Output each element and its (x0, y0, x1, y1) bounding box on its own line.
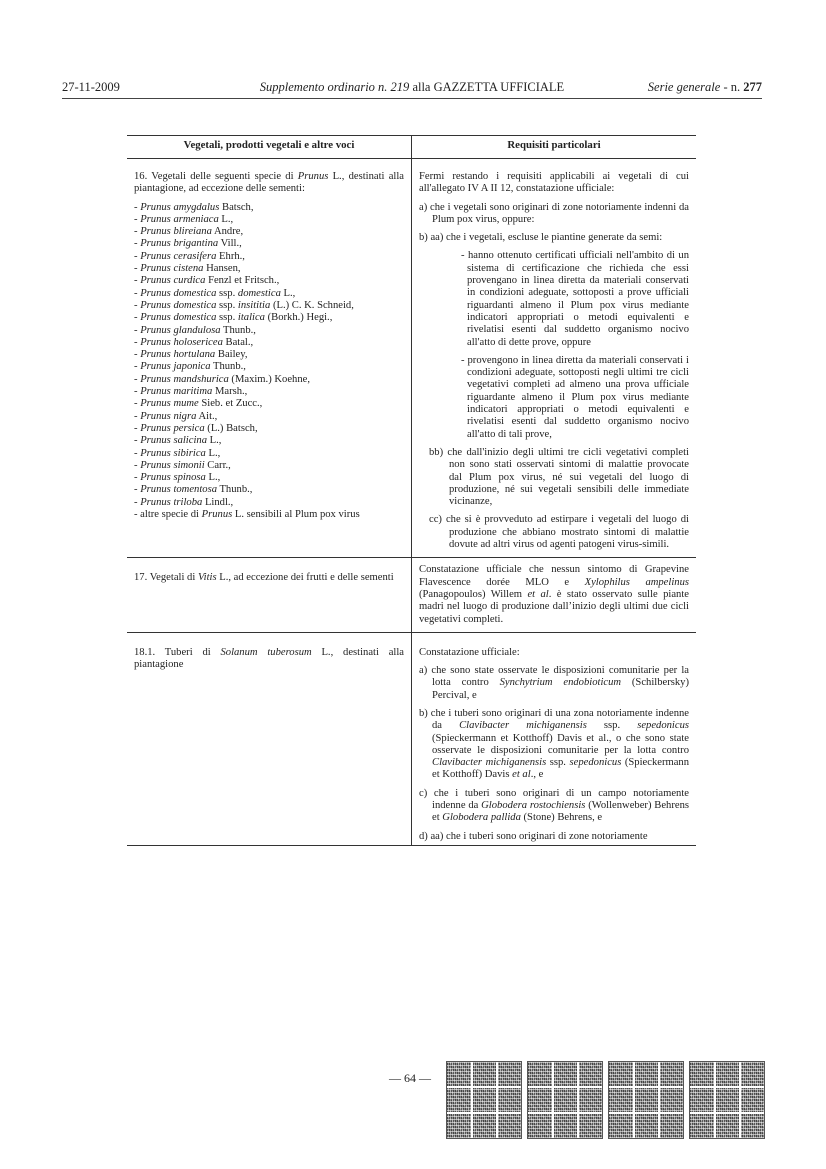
species-authority: (Maxim.) Koehne, (228, 373, 310, 385)
page-number: — 64 — (389, 1071, 431, 1085)
species-authority: Batal., (222, 336, 254, 348)
et-al: et al (527, 588, 549, 600)
species-authority: L., (218, 213, 234, 225)
genus: Prunus (201, 509, 233, 521)
row16-right (412, 159, 697, 558)
species-name: Prunus spinosa (140, 472, 206, 484)
species-item: - Prunus domestica ssp. domestica L., (134, 287, 296, 299)
species-item: - Prunus amygdalus Batsch, (134, 201, 254, 213)
species-name: Prunus cerasifera (140, 250, 217, 262)
species-name: Prunus triloba (140, 496, 203, 508)
row18-left (127, 632, 412, 845)
species-name: italica (237, 312, 265, 324)
requirements-table (127, 135, 696, 846)
datamatrix-code (446, 1061, 522, 1139)
datamatrix-code (608, 1061, 684, 1139)
species-authority: Hansen, (203, 263, 241, 275)
species-name: Prunus domestica (140, 287, 217, 299)
text: (Spieckermann et Kotthoff) Davis (432, 757, 690, 781)
species-item: - Prunus curdica Fenzl et Fritsch., (134, 275, 280, 287)
row16-item-cc: cc) che si è provveduto ad estirpare i vegetali del luogo di produzione che abbiano mostrato sintomi di malattie dovute ad altri virus od agenti patogeni virus-simili. (429, 514, 689, 551)
text: c) che i tuberi sono originari di un campo notoriamente indenne da (419, 787, 689, 812)
row17-desc (134, 572, 404, 584)
species-name: Prunus hortulana (140, 349, 216, 361)
species: Solanum tuberosum (220, 646, 312, 658)
species-item: - Prunus cistena Hansen, (134, 263, 241, 275)
species-authority: Ehrh., (216, 250, 245, 262)
species-item: - Prunus japonica Thunb., (134, 361, 246, 373)
header-rule (62, 98, 762, 99)
species-authority: Batsch, (219, 201, 254, 213)
genus: Prunus (297, 171, 329, 182)
text: (Spieckermann et Kotthoff) Davis et al., o che sono state osservate le disposizioni comunitarie per la lotta contro (432, 732, 689, 756)
species-authority: Andre, (211, 226, 244, 238)
species-item: - Prunus domestica ssp. italica (Borkh.) Hegi., (134, 312, 333, 324)
row18-item-b (419, 708, 689, 782)
species-last (134, 509, 404, 521)
species-item: - Prunus armeniaca L., (134, 213, 234, 225)
species-authority: Ait., (196, 410, 218, 422)
species-authority: L., (205, 472, 221, 484)
species-item: - Prunus simonii Carr., (134, 459, 231, 471)
row16-item-a: a) che i vegetali sono originari di zone notoriamente indenni da Plum pox virus, oppure: (419, 201, 689, 225)
species-authority: Thunb., (220, 324, 256, 336)
species-item: - Prunus mandshurica (Maxim.) Koehne, (134, 373, 310, 385)
species-item: - Prunus tomentosa Thunb., (134, 484, 253, 496)
text: . è stato osservato sulle piante madri nel luogo di produzione dall’inizio degli ultimi due cicli vegetativi completi. (419, 588, 689, 625)
species-name: insititia (237, 299, 271, 311)
row18-right (412, 632, 697, 845)
row17-right (412, 558, 697, 632)
species-name: Prunus tomentosa (140, 484, 217, 496)
species-name: Prunus armeniaca (140, 213, 219, 225)
row16-b-dash2: - provengono in linea diretta da materiali conservati i condizioni adeguate, sottoposti negli ultimi tre cicli vegetativi completi ad almeno una prova ufficiale riguardante almeno il Plum pox virus mediante indicatori appropriati o metodi equivalenti e rivelatisi esenti dal suddetto organismo nocivo all'atto di tali prove, (461, 354, 689, 440)
text: L. sensibili al Plum pox virus (232, 509, 360, 521)
species-item: - Prunus holosericea Batal., (134, 336, 254, 348)
species-authority: Marsh., (212, 386, 248, 398)
col-header-requisiti: Requisiti particolari (412, 136, 697, 159)
header-date: 27-11-2009 (62, 80, 120, 94)
table-row (127, 558, 696, 632)
species-name: Prunus maritima (140, 386, 213, 398)
species-item: - Prunus persica (L.) Batsch, (134, 422, 258, 434)
species: sepedonicus (637, 720, 689, 732)
species: Globodera pallida (442, 812, 521, 824)
species: Xylophilus ampelinus (584, 576, 689, 588)
species-name: Prunus brigantina (140, 238, 219, 250)
text: (Schilbersky) Percival, e (432, 677, 689, 701)
species-authority: L., (207, 435, 222, 447)
species-authority: ssp. (216, 287, 238, 299)
species-name: Prunus simonii (140, 459, 205, 471)
species-item: - Prunus cerasifera Ehrh., (134, 250, 245, 262)
text: 16. Vegetali delle seguenti specie di (134, 171, 298, 182)
species-authority: Bailey, (215, 349, 248, 361)
species: Clavibacter michiganensis (432, 757, 547, 769)
species-authority: Lindl., (202, 496, 234, 508)
species-name: Prunus blireiana (140, 226, 212, 238)
col-header-vegetali: Vegetali, prodotti vegetali e altre voci (127, 136, 412, 159)
text: ssp. (586, 720, 638, 732)
row16-right-intro: Fermi restando i requisiti applicabili ai vegetali di cui all'allegato IV A II 12, constatazione ufficiale: (419, 171, 689, 195)
species-name: Prunus mandshurica (140, 373, 229, 385)
datamatrix-code (689, 1061, 765, 1139)
species-name: Prunus domestica (140, 312, 217, 324)
header-series (648, 80, 762, 95)
text: a) che sono state osservate le disposizioni comunitarie per la lotta contro (419, 665, 689, 689)
text: ssp. (546, 757, 570, 769)
species-authority: (Borkh.) Hegi., (264, 312, 333, 324)
species-name: Prunus curdica (140, 275, 206, 287)
row16-item-b: b) aa) che i vegetali, escluse le piantine generate da semi: (419, 232, 663, 244)
species-authority: Carr., (204, 459, 231, 471)
table-header-row (127, 136, 696, 159)
text: L., destinati alla piantagione, ad eccezione delle sementi: (134, 171, 405, 195)
table-row (127, 632, 696, 845)
row16-left (127, 159, 412, 558)
row18-item-c (419, 788, 689, 825)
species: Globodera rostochiensis (481, 800, 586, 812)
species-item: - Prunus hortulana Bailey, (134, 349, 248, 361)
row16-item-bb: bb) che dall'inizio degli ultimi tre cicli vegetativi completi non sono stati osservati sintomi di malattie provocate dal Plum pox virus, né sui vegetali del luogo di produzione, né sui vegetali sensibili delle immediate vicinanze, (429, 446, 689, 508)
species-authority: L., (205, 447, 221, 459)
row17-requirement (419, 564, 689, 625)
row18-item-d: d) aa) che i tuberi sono originari di zone notoriamente (419, 830, 648, 842)
species-name: Prunus japonica (140, 361, 211, 373)
species-name: Prunus holosericea (140, 336, 223, 348)
species-item: - Prunus sibirica L., (134, 447, 221, 459)
species-authority: (L.) C. K. Schneid, (270, 299, 354, 311)
row18-intro: Constatazione ufficiale: (419, 646, 520, 658)
species-name: Prunus sibirica (140, 447, 206, 459)
text: 17. Vegetali di (134, 572, 198, 584)
text: ., e (530, 769, 544, 781)
table-row (127, 159, 696, 558)
species-item: - Prunus blireiana Andre, (134, 226, 244, 238)
text: - altre specie di (134, 509, 202, 521)
species-name: Prunus mume (140, 398, 199, 410)
header-series-sep: - n. (720, 80, 744, 94)
species-name: Prunus nigra (140, 410, 197, 422)
text: (Panagopoulos) Willem (419, 588, 528, 600)
header-issue-number: 277 (743, 80, 762, 94)
species-item: - Prunus triloba Lindl., (134, 496, 234, 508)
datamatrix-code (527, 1061, 603, 1139)
row18-item-a (419, 665, 689, 702)
species-authority: Sieb. et Zucc., (198, 398, 263, 410)
row16-b-dash1: - hanno ottenuto certificati ufficiali nell'ambito di un sistema di certificazione che richieda che essi provengano in linea diretta da materiali conservati in condizioni adeguate, sottoposti a prove ufficiali riguardanti almeno il Plum pox virus mediante indicatori appropriati o metodi equivalenti e rivelatisi esenti dal suddetto organismo nocivo all'atto di dette prove, oppure (461, 250, 689, 348)
text: Constatazione ufficiale che nessun sintomo di Grapevine Flavescence dorée MLO e (419, 564, 689, 588)
row16-intro (134, 171, 404, 196)
species-item: - Prunus domestica ssp. insititia (L.) C. K. Schneid, (134, 299, 354, 311)
text: (Stone) Behrens, e (520, 812, 603, 824)
text: (Wollenweber) Behrens et (432, 800, 689, 824)
species-name: domestica (237, 287, 281, 299)
species-name: Prunus salicina (140, 435, 207, 447)
species-name: Prunus glandulosa (140, 324, 221, 336)
row16-b-subitems (419, 250, 689, 440)
text: 18.1. Tuberi di (134, 646, 221, 658)
species-item: - Prunus nigra Ait., (134, 410, 218, 422)
species-list (134, 202, 404, 509)
species-authority: L., (280, 287, 296, 299)
text: L., destinati alla piantagione (134, 646, 404, 671)
text: L., ad eccezione dei frutti e delle sementi (216, 572, 394, 584)
species-name: Prunus domestica (140, 299, 217, 311)
header-supplement: Supplemento ordinario n. 219 (259, 80, 410, 94)
header-series-label: Serie generale (647, 80, 721, 94)
species-authority: Thunb., (210, 361, 246, 373)
header-gazette: alla GAZZETTA UFFICIALE (409, 80, 565, 94)
genus: Vitis (197, 572, 217, 584)
species-authority: Fenzl et Fritsch., (205, 275, 280, 287)
row17-left (127, 558, 412, 632)
species-item: - Prunus spinosa L., (134, 472, 221, 484)
species-name: Prunus cistena (140, 263, 204, 275)
text: b) che i tuberi sono originari di una zona notoriamente indenne da (419, 707, 689, 732)
species-item: - Prunus glandulosa Thunb., (134, 324, 256, 336)
row18-desc (134, 647, 404, 672)
species: Synchytrium endobioticum (499, 677, 622, 689)
et-al: et al (512, 769, 531, 781)
species-authority: Vill., (218, 238, 242, 250)
species: sepedonicus (569, 757, 622, 769)
species-authority: ssp. (216, 312, 238, 324)
species-item: - Prunus maritima Marsh., (134, 386, 248, 398)
species-authority: Thunb., (217, 484, 253, 496)
species-authority: (L.) Batsch, (204, 422, 258, 434)
species-item: - Prunus mume Sieb. et Zucc., (134, 398, 263, 410)
species-item: - Prunus brigantina Vill., (134, 238, 242, 250)
species-name: Prunus amygdalus (140, 201, 220, 213)
page-header (62, 80, 762, 96)
species-item: - Prunus salicina L., (134, 435, 222, 447)
species-authority: ssp. (216, 299, 238, 311)
species: Clavibacter michiganensis (459, 720, 587, 732)
species-name: Prunus persica (140, 422, 205, 434)
